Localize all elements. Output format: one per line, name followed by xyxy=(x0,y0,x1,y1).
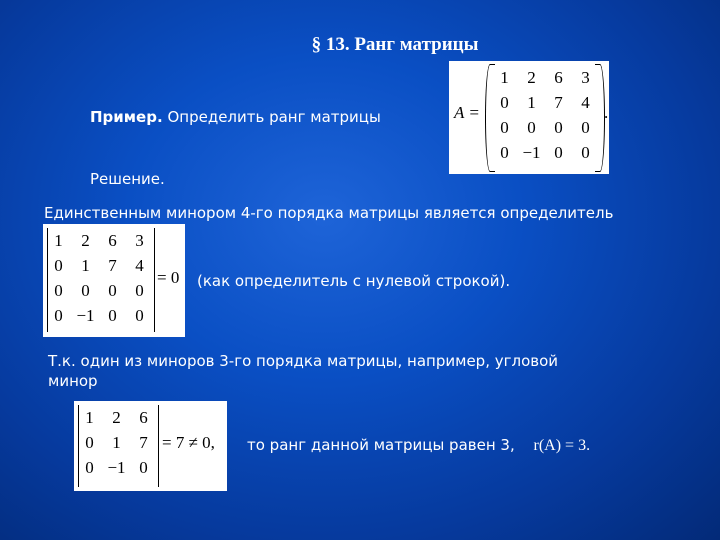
minor3-cell: 1 xyxy=(112,433,121,452)
example-text: Определить ранг матрицы xyxy=(167,108,381,126)
matrix-a xyxy=(491,65,599,165)
line-det4-intro: Единственным минором 4-го порядка матрицы является определитель xyxy=(44,204,614,222)
det4-matrix xyxy=(45,228,153,328)
matrix-a-cell: 2 xyxy=(527,68,536,87)
det4-cell: 0 xyxy=(108,281,117,300)
minor3-cell: 7 xyxy=(139,433,148,452)
slide-title: § 13. Ранг матрицы xyxy=(311,34,479,55)
conclusion-text: то ранг данной матрицы равен 3, xyxy=(247,436,515,454)
matrix-a-cell: 1 xyxy=(527,93,536,112)
conclusion xyxy=(247,436,590,455)
example-line xyxy=(90,108,381,126)
matrix-a-box xyxy=(449,61,609,174)
det4-right-bar xyxy=(154,228,155,332)
minor3-cell: 0 xyxy=(85,458,94,477)
matrix-a-cell: 6 xyxy=(554,68,563,87)
minor3-cell: 6 xyxy=(139,408,148,427)
minor3-box xyxy=(74,401,227,491)
det4-cell: 7 xyxy=(108,256,117,275)
matrix-a-period: . xyxy=(604,103,609,122)
det4-cell: 0 xyxy=(135,306,144,325)
matrix-a-cell: 0 xyxy=(527,118,536,137)
solution-label: Решение. xyxy=(90,170,165,188)
det4-cell: 4 xyxy=(135,256,144,275)
rank-expression: r(A) = 3. xyxy=(533,437,591,454)
minor3-right-bar xyxy=(158,405,159,487)
det4-cell: 0 xyxy=(54,281,63,300)
det4-cell: 0 xyxy=(135,281,144,300)
matrix-a-cell: 1 xyxy=(500,68,509,87)
det4-cell: 0 xyxy=(54,256,63,275)
det4-cell: −1 xyxy=(76,306,95,325)
line-minor-a: Т.к. один из миноров 3-го порядка матрицы, например, угловой xyxy=(48,352,559,370)
matrix-a-name: A = xyxy=(454,103,480,122)
matrix-a-cell: 0 xyxy=(500,93,509,112)
det4-cell: 0 xyxy=(81,281,90,300)
matrix-a-cell: 3 xyxy=(581,68,590,87)
det4-cell: 6 xyxy=(108,231,117,250)
matrix-a-cell: 7 xyxy=(554,93,563,112)
minor3-cell: 0 xyxy=(139,458,148,477)
det4-cell: 0 xyxy=(54,306,63,325)
det4-note: (как определитель с нулевой строкой). xyxy=(197,272,511,290)
det4-cell: 2 xyxy=(81,231,90,250)
minor3-cell: −1 xyxy=(107,458,126,477)
line-minor-b: минор xyxy=(48,372,98,390)
det4-cell: 3 xyxy=(135,231,144,250)
minor3-cell: 1 xyxy=(85,408,94,427)
matrix-a-cell: 0 xyxy=(500,118,509,137)
det4-cell: 0 xyxy=(108,306,117,325)
matrix-a-cell: −1 xyxy=(522,143,541,162)
minor3-equals: = 7 ≠ 0, xyxy=(162,433,215,452)
det4-cell: 1 xyxy=(81,256,90,275)
matrix-a-cell: 0 xyxy=(581,118,590,137)
matrix-a-cell: 4 xyxy=(581,93,590,112)
minor3-matrix xyxy=(76,405,157,480)
matrix-a-cell: 0 xyxy=(554,118,563,137)
det4-equals: = 0 xyxy=(157,268,180,287)
matrix-a-cell: 0 xyxy=(554,143,563,162)
matrix-a-cell: 0 xyxy=(581,143,590,162)
matrix-a-cell: 0 xyxy=(500,143,509,162)
minor3-cell: 2 xyxy=(112,408,121,427)
det4-cell: 1 xyxy=(54,231,63,250)
minor3-cell: 0 xyxy=(85,433,94,452)
det4-box xyxy=(43,224,185,337)
example-label: Пример. xyxy=(90,108,163,126)
